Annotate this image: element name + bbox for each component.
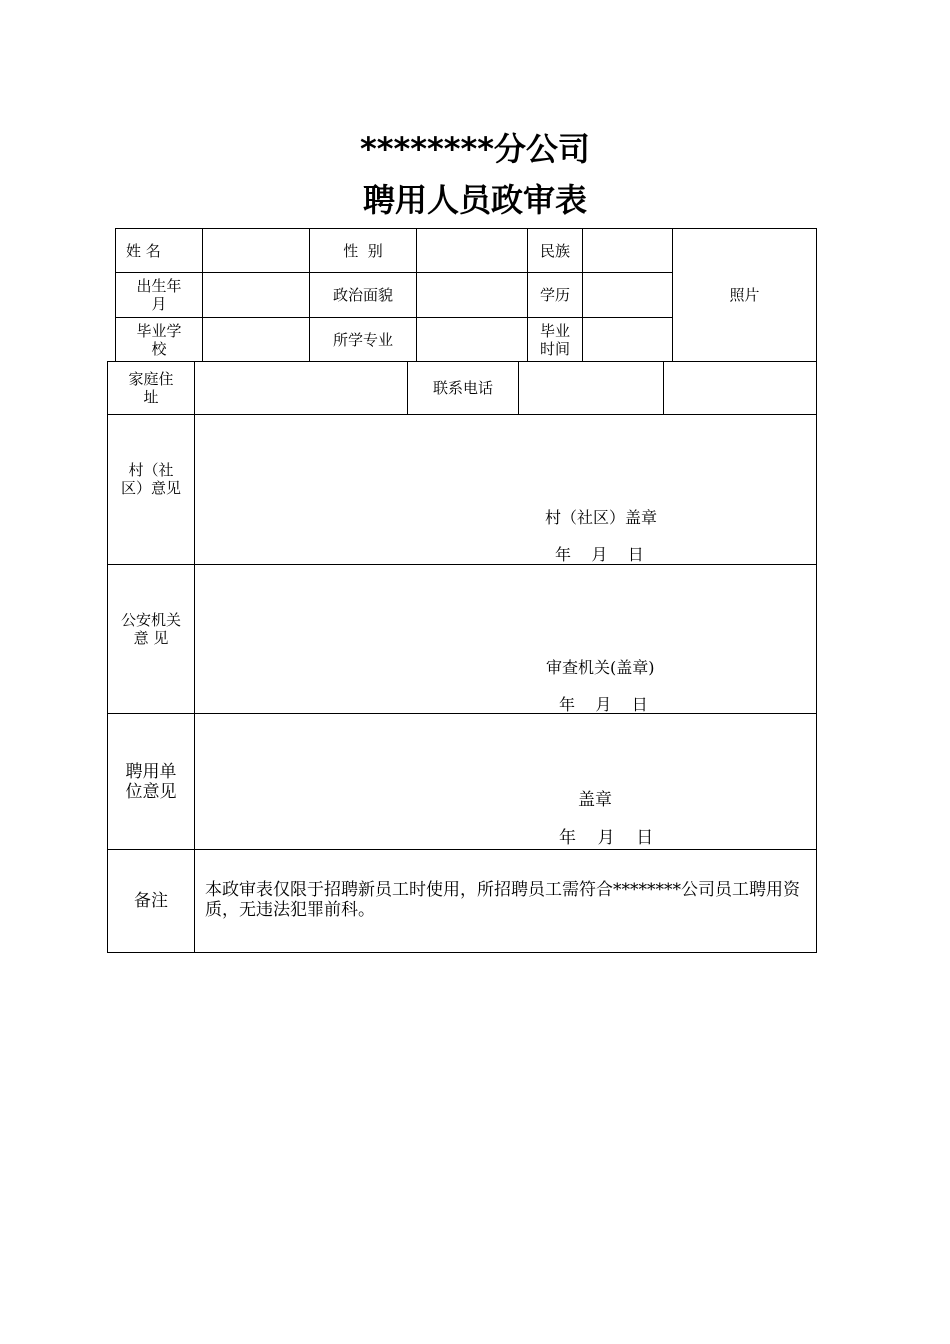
grad-time-label: 毕业时间 <box>528 318 583 362</box>
name-value-cell[interactable] <box>203 229 310 273</box>
ethnicity-label: 民族 <box>528 229 583 273</box>
police-seal-text: 审查机关(盖章) <box>546 658 655 677</box>
opinions-table <box>107 361 817 953</box>
birth-value-cell[interactable] <box>203 273 310 318</box>
village-opinion-label: 村（社区）意见 <box>108 415 195 565</box>
major-label: 所学专业 <box>310 318 417 362</box>
company-title: ********分公司 <box>360 130 590 168</box>
police-opinion-cell[interactable] <box>195 565 817 714</box>
employer-opinion-cell[interactable] <box>195 714 817 850</box>
grad-time-value-cell[interactable] <box>583 318 673 362</box>
basic-info-table <box>115 228 817 362</box>
form-title: 聘用人员政审表 <box>362 181 587 219</box>
remarks-label: 备注 <box>108 850 195 953</box>
gender-label: 性 别 <box>310 229 417 273</box>
employer-date-text: 年 月 日 <box>559 828 654 848</box>
employer-seal-text: 盖章 <box>578 790 612 810</box>
address-value-cell[interactable] <box>195 362 408 415</box>
school-value-cell[interactable] <box>203 318 310 362</box>
employer-opinion-label: 聘用单位意见 <box>108 714 195 850</box>
name-label: 姓 名 <box>116 229 203 273</box>
village-seal-text: 村（社区）盖章 <box>545 508 658 527</box>
phone-value-cell[interactable] <box>519 362 664 415</box>
political-label: 政治面貌 <box>310 273 417 318</box>
education-value-cell[interactable] <box>583 273 673 318</box>
photo-cell[interactable]: 照片 <box>673 229 817 362</box>
political-value-cell[interactable] <box>417 273 528 318</box>
phone-extra-cell[interactable] <box>664 362 817 415</box>
gender-value-cell[interactable] <box>417 229 528 273</box>
major-value-cell[interactable] <box>417 318 528 362</box>
birth-label: 出生年月 <box>116 273 203 318</box>
ethnicity-value-cell[interactable] <box>583 229 673 273</box>
village-date-text: 年 月 日 <box>555 545 644 564</box>
education-label: 学历 <box>528 273 583 318</box>
police-opinion-label: 公安机关 意 见 <box>108 565 195 714</box>
police-date-text: 年 月 日 <box>559 695 648 714</box>
phone-label: 联系电话 <box>408 362 519 415</box>
address-label: 家庭住址 <box>108 362 195 415</box>
remarks-text: 本政审表仅限于招聘新员工时使用，所招聘员工需符合********公司员工聘用资质，无违法犯罪前科。 <box>195 850 817 953</box>
village-opinion-cell[interactable] <box>195 415 817 565</box>
school-label: 毕业学校 <box>116 318 203 362</box>
